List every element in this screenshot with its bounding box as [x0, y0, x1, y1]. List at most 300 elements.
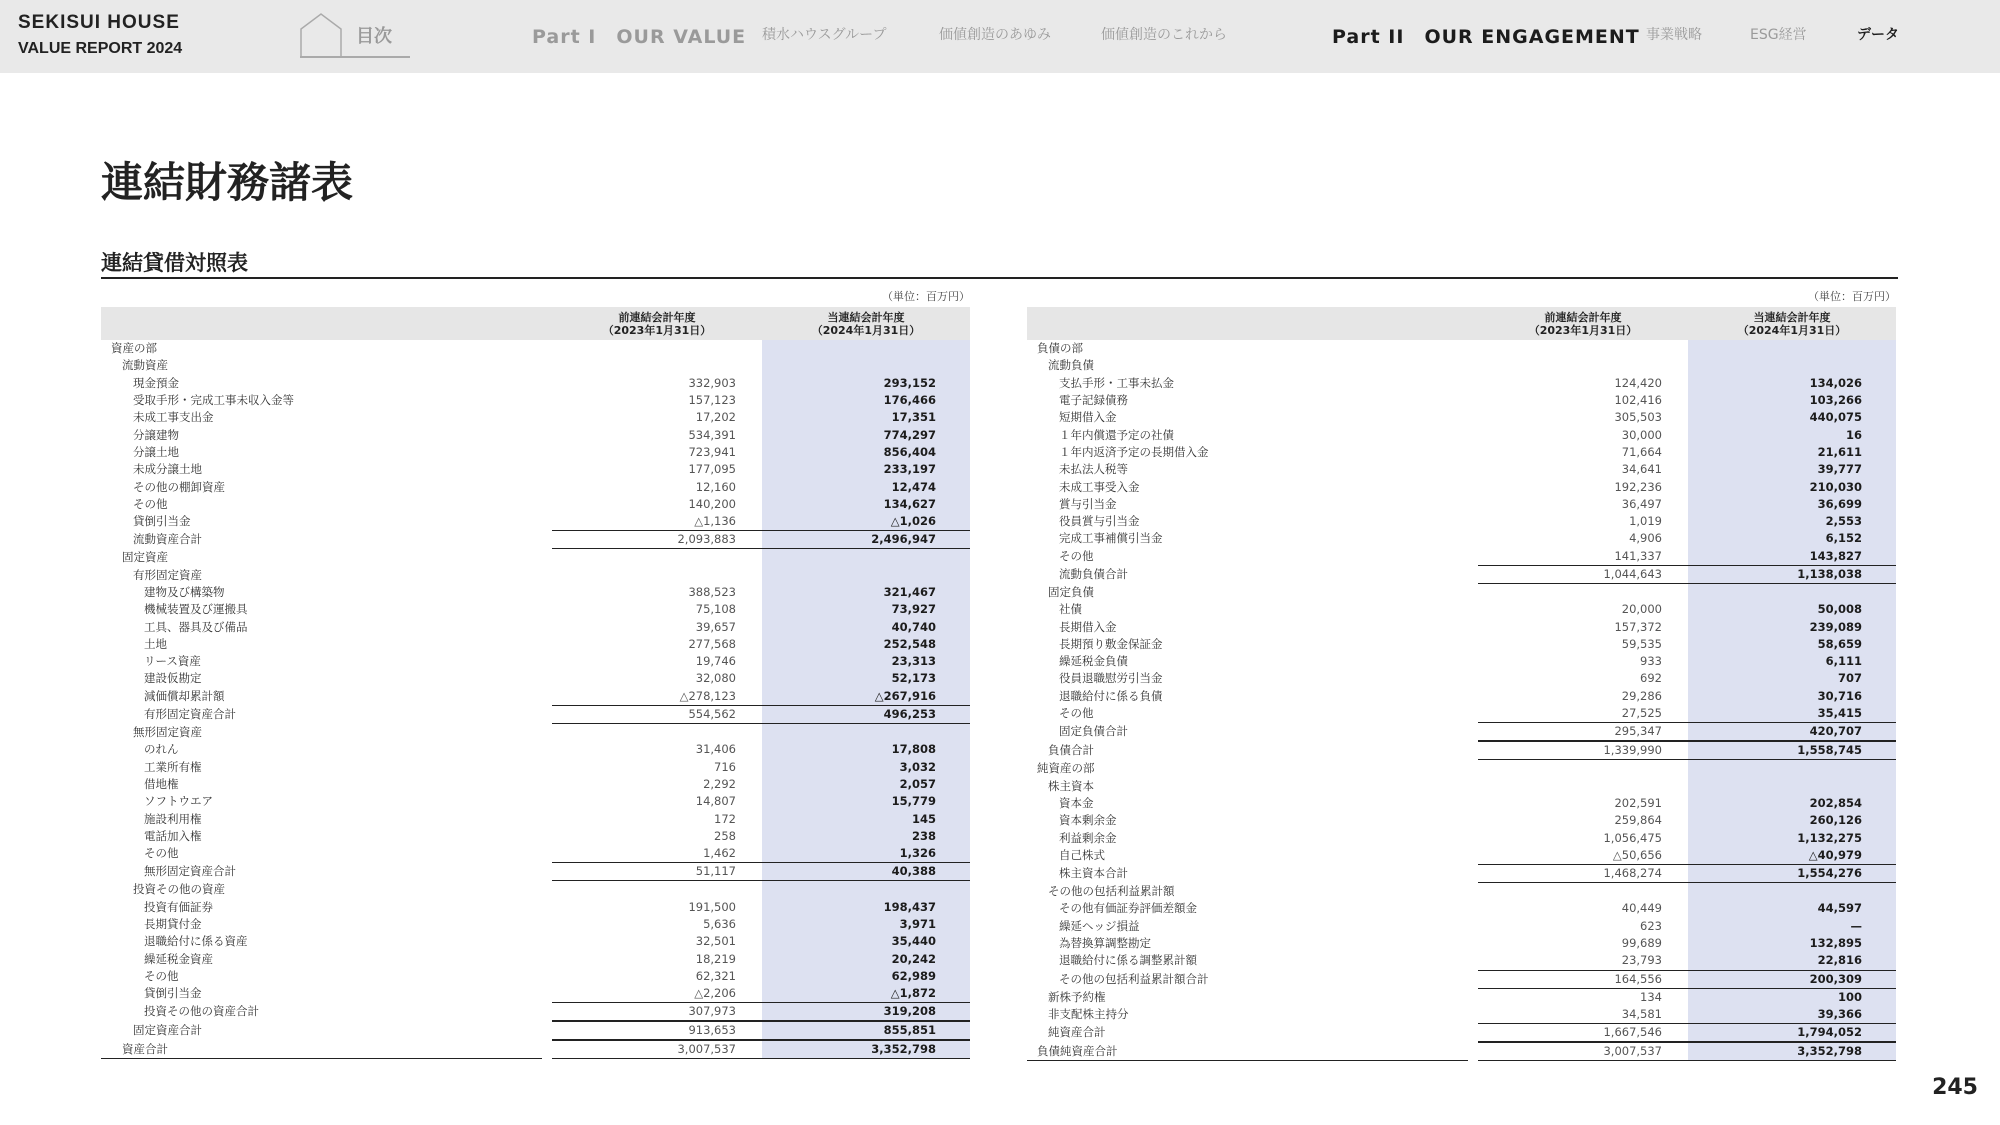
- liabilities-table: [1027, 307, 1896, 1061]
- table-row: [1027, 812, 1896, 829]
- column-gap: [1468, 392, 1478, 409]
- table-row: [1027, 444, 1896, 461]
- report-name: VALUE REPORT 2024: [18, 40, 183, 57]
- prev-year-header: [1478, 307, 1688, 340]
- row-label: 支払手形・工事未払金: [1059, 375, 1174, 390]
- prev-year-value: 177,095: [688, 462, 736, 477]
- table-row: [1027, 530, 1896, 547]
- current-year-value: [762, 567, 970, 584]
- row-label: 未成工事支出金: [133, 410, 214, 425]
- current-year-value: 30,716: [1688, 688, 1896, 705]
- table-row: [1027, 829, 1896, 846]
- current-year-value: 707: [1688, 670, 1896, 687]
- table-row: [101, 881, 970, 898]
- table-of-contents-link[interactable]: [300, 14, 410, 58]
- table-row: [1027, 340, 1896, 357]
- prev-year-value: 75,108: [695, 602, 736, 617]
- prev-year-value: 17,202: [695, 410, 736, 425]
- row-label: 未払法人税等: [1059, 462, 1128, 477]
- table-row: [101, 444, 970, 461]
- row-label: 退職給付に係る調整累計額: [1059, 953, 1197, 968]
- column-gap: [1468, 461, 1478, 478]
- column-gap: [1468, 601, 1478, 618]
- column-gap: [1468, 340, 1478, 357]
- prev-year-value: 1,044,643: [1478, 565, 1688, 584]
- column-gap: [1468, 900, 1478, 917]
- prev-year-value: △278,123: [679, 688, 736, 703]
- total-row: [101, 530, 970, 549]
- prev-year-value: 305,503: [1614, 410, 1662, 425]
- current-year-title: 当連結会計年度: [827, 310, 905, 324]
- nav-data[interactable]: データ: [1857, 27, 1899, 43]
- current-year-value: 176,466: [762, 392, 970, 409]
- current-year-value: 293,152: [762, 375, 970, 392]
- prev-year-value: 3,007,537: [552, 1040, 762, 1059]
- current-year-value: 100: [1688, 989, 1896, 1006]
- column-gap: [542, 916, 552, 933]
- current-year-value: 103,266: [1688, 392, 1896, 409]
- row-label: 電話加入権: [144, 828, 202, 843]
- liabilities-rows: [1027, 340, 1896, 1061]
- prev-year-value: 20,000: [1621, 602, 1662, 617]
- row-label: 繰延ヘッジ損益: [1059, 918, 1140, 933]
- table-row: [101, 426, 970, 443]
- table-row: [1027, 426, 1896, 443]
- row-label: 株主資本: [1048, 778, 1094, 793]
- table-row: [1027, 548, 1896, 565]
- prev-year-value: [1478, 883, 1688, 900]
- prev-year-value: 4,906: [1629, 531, 1662, 546]
- column-gap: [1468, 760, 1478, 777]
- prev-year-value: 716: [714, 759, 736, 774]
- prev-year-value: 18,219: [695, 951, 736, 966]
- table-row: [1027, 918, 1896, 935]
- column-gap: [542, 584, 552, 601]
- page-title: 連結財務諸表: [101, 158, 354, 207]
- table-row: [101, 916, 970, 933]
- column-gap: [1468, 722, 1478, 741]
- prev-year-title: 前連結会計年度: [1544, 310, 1622, 324]
- column-gap: [542, 688, 552, 705]
- column-gap: [542, 1040, 552, 1059]
- row-label: その他: [1059, 548, 1094, 563]
- column-gap: [542, 862, 552, 881]
- prev-year-value: 1,056,475: [1603, 830, 1662, 845]
- row-label: 電子記録債務: [1059, 393, 1128, 408]
- prev-year-value: [552, 549, 762, 566]
- column-gap: [542, 618, 552, 635]
- row-label: 資産合計: [101, 1040, 542, 1059]
- row-label: １年内返済予定の長期借入金: [1059, 444, 1209, 459]
- table-row: [101, 618, 970, 635]
- column-gap: [542, 549, 552, 566]
- prev-year-value: 29,286: [1621, 688, 1662, 703]
- table-row: [1027, 513, 1896, 530]
- current-year-value: 35,415: [1688, 705, 1896, 722]
- row-label: その他: [144, 846, 179, 861]
- current-year-value: 50,008: [1688, 601, 1896, 618]
- row-label: 無形固定資産合計: [144, 864, 236, 879]
- current-year-value: 198,437: [762, 899, 970, 916]
- table-row: [101, 392, 970, 409]
- prev-year-date: （2023年1月31日）: [602, 323, 712, 337]
- row-label: 自己株式: [1059, 847, 1105, 862]
- prev-year-value: 295,347: [1478, 722, 1688, 741]
- row-label: その他: [1059, 706, 1094, 721]
- total-row: [101, 1021, 970, 1040]
- column-gap: [542, 636, 552, 653]
- row-label: 流動負債合計: [1059, 566, 1128, 581]
- prev-year-value: [552, 357, 762, 374]
- current-year-value: [1688, 357, 1896, 374]
- row-label: 新株予約権: [1048, 989, 1106, 1004]
- current-year-header: [1688, 307, 1896, 340]
- table-row: [1027, 496, 1896, 513]
- column-gap: [1468, 864, 1478, 883]
- prev-year-value: 933: [1640, 654, 1662, 669]
- current-year-value: 440,075: [1688, 409, 1896, 426]
- prev-year-value: 102,416: [1614, 393, 1662, 408]
- nav-sekisui-group[interactable]: 積水ハウスグループ: [762, 27, 887, 43]
- table-row: [1027, 653, 1896, 670]
- page-number: 245: [1932, 1075, 1978, 1100]
- row-label: 工具、器具及び備品: [144, 619, 248, 634]
- total-row: [1027, 970, 1896, 989]
- current-year-value: [762, 724, 970, 741]
- prev-year-value: 723,941: [688, 444, 736, 459]
- column-gap: [542, 793, 552, 810]
- prev-year-value: 258: [714, 828, 736, 843]
- current-year-value: △267,916: [762, 688, 970, 705]
- column-gap: [542, 985, 552, 1002]
- current-year-value: 3,352,798: [762, 1040, 970, 1059]
- nav-part2[interactable]: Part II OUR ENGAGEMENT: [1332, 26, 1640, 48]
- row-label: 賞与引当金: [1059, 496, 1117, 511]
- column-gap: [1468, 1006, 1478, 1023]
- prev-year-value: △50,656: [1612, 847, 1662, 862]
- prev-year-value: 913,653: [552, 1021, 762, 1040]
- total-row: [1027, 864, 1896, 883]
- prev-year-value: 164,556: [1478, 970, 1688, 989]
- row-label: 非支配株主持分: [1048, 1006, 1129, 1021]
- current-year-value: 20,242: [762, 951, 970, 968]
- current-year-value: 21,611: [1688, 444, 1896, 461]
- current-year-value: 496,253: [762, 705, 970, 724]
- current-year-value: 3,971: [762, 916, 970, 933]
- column-gap: [1468, 829, 1478, 846]
- column-gap: [1468, 478, 1478, 495]
- row-label: 役員賞与引当金: [1059, 514, 1140, 529]
- column-gap: [1468, 778, 1478, 795]
- prev-year-value: 71,664: [1621, 444, 1662, 459]
- prev-year-value: 32,501: [695, 934, 736, 949]
- prev-year-value: 32,080: [695, 671, 736, 686]
- current-year-value: 44,597: [1688, 900, 1896, 917]
- prev-year-value: 623: [1640, 918, 1662, 933]
- column-gap: [542, 496, 552, 513]
- current-year-value: 58,659: [1688, 636, 1896, 653]
- current-year-value: 12,474: [762, 478, 970, 495]
- prev-year-value: [552, 881, 762, 898]
- current-year-value: 260,126: [1688, 812, 1896, 829]
- prev-year-value: 12,160: [695, 479, 736, 494]
- column-gap: [1468, 618, 1478, 635]
- current-year-value: 321,467: [762, 584, 970, 601]
- column-gap: [1468, 918, 1478, 935]
- table-row: [101, 724, 970, 741]
- current-year-value: [1688, 584, 1896, 601]
- row-label: 分譲土地: [133, 444, 179, 459]
- row-label: 工業所有権: [144, 759, 202, 774]
- current-year-value: 143,827: [1688, 548, 1896, 565]
- table-row: [1027, 883, 1896, 900]
- table-row: [1027, 1006, 1896, 1023]
- column-gap: [542, 881, 552, 898]
- row-label: のれん: [144, 742, 179, 757]
- column-gap: [1468, 670, 1478, 687]
- prev-year-value: 140,200: [688, 496, 736, 511]
- label-header: [1027, 307, 1468, 340]
- column-gap: [1468, 444, 1478, 461]
- table-row: [1027, 478, 1896, 495]
- table-row: [1027, 618, 1896, 635]
- current-year-value: 62,989: [762, 968, 970, 985]
- row-label: その他の包括利益累計額: [1048, 884, 1175, 899]
- row-label: 未成分譲土地: [133, 462, 202, 477]
- current-year-value: 73,927: [762, 601, 970, 618]
- table-row: [101, 549, 970, 566]
- current-year-value: △40,979: [1688, 847, 1896, 864]
- column-gap: [1468, 496, 1478, 513]
- table-row: [101, 461, 970, 478]
- label-header: [101, 307, 542, 340]
- prev-year-value: [552, 567, 762, 584]
- prev-year-value: 172: [714, 811, 736, 826]
- prev-year-value: [1478, 357, 1688, 374]
- nav-value-future[interactable]: 価値創造のこれから: [1101, 27, 1227, 43]
- row-label: 建設仮勘定: [144, 671, 202, 686]
- column-gap: [542, 828, 552, 845]
- row-label: 純資産の部: [1037, 761, 1095, 776]
- prev-year-value: 388,523: [688, 585, 736, 599]
- prev-year-value: 202,591: [1614, 795, 1662, 810]
- prev-year-value: △2,206: [694, 986, 736, 1001]
- column-gap: [1468, 375, 1478, 392]
- column-gap: [1468, 1023, 1478, 1042]
- row-label: 土地: [144, 636, 167, 651]
- row-label: 未成工事受入金: [1059, 479, 1140, 494]
- row-label: 株主資本合計: [1059, 866, 1128, 881]
- current-year-value: 40,388: [762, 862, 970, 881]
- row-label: 繰延税金資産: [144, 951, 213, 966]
- brand-logo[interactable]: [18, 12, 182, 58]
- header-gap: [542, 307, 552, 340]
- row-label: 資本剰余金: [1059, 813, 1117, 828]
- column-gap: [542, 1002, 552, 1021]
- nav-part1[interactable]: Part I OUR VALUE: [532, 26, 747, 48]
- column-gap: [542, 810, 552, 827]
- row-label: 借地権: [144, 776, 179, 791]
- prev-year-value: 1,667,546: [1478, 1023, 1688, 1042]
- current-year-value: 2,057: [762, 776, 970, 793]
- column-gap: [1468, 653, 1478, 670]
- prev-year-date: （2023年1月31日）: [1528, 323, 1638, 337]
- table-row: [101, 828, 970, 845]
- column-gap: [1468, 883, 1478, 900]
- current-year-value: 3,032: [762, 759, 970, 776]
- brand-name: SEKISUI HOUSE: [18, 12, 180, 33]
- column-gap: [1468, 565, 1478, 584]
- prev-year-value: 192,236: [1614, 479, 1662, 494]
- prev-year-value: 2,292: [703, 776, 736, 791]
- current-year-value: 39,366: [1688, 1006, 1896, 1023]
- row-label: 機械装置及び運搬具: [144, 602, 248, 617]
- nav-value-history[interactable]: 価値創造のあゆみ: [939, 27, 1051, 43]
- column-gap: [542, 444, 552, 461]
- table-row: [1027, 601, 1896, 618]
- row-label: その他: [133, 496, 168, 511]
- current-year-value: 1,558,745: [1688, 741, 1896, 760]
- row-label: 為替換算調整勘定: [1059, 936, 1151, 951]
- row-label: 負債純資産合計: [1027, 1042, 1468, 1061]
- table-row: [1027, 760, 1896, 777]
- prev-year-value: 1,019: [1629, 514, 1662, 529]
- table-row: [1027, 935, 1896, 952]
- current-year-value: 210,030: [1688, 478, 1896, 495]
- assets-rows: [101, 340, 970, 1059]
- prev-year-value: 34,641: [1621, 462, 1662, 477]
- row-label: 建物及び構築物: [144, 585, 225, 599]
- current-year-value: 6,152: [1688, 530, 1896, 547]
- current-year-value: —: [1688, 918, 1896, 935]
- row-label: 退職給付に係る資産: [144, 934, 248, 949]
- toc-label: 目次: [356, 26, 392, 47]
- column-gap: [542, 478, 552, 495]
- table-row: [101, 357, 970, 374]
- column-gap: [1468, 847, 1478, 864]
- current-year-value: 23,313: [762, 653, 970, 670]
- row-label: リース資産: [144, 654, 201, 669]
- column-gap: [542, 461, 552, 478]
- current-year-value: [1688, 760, 1896, 777]
- current-year-value: 17,808: [762, 741, 970, 758]
- row-label: 無形固定資産: [133, 725, 202, 740]
- column-gap: [1468, 426, 1478, 443]
- prev-year-value: 3,007,537: [1478, 1042, 1688, 1061]
- current-year-value: [1688, 778, 1896, 795]
- prev-year-value: 51,117: [552, 862, 762, 881]
- current-year-value: 40,740: [762, 618, 970, 635]
- prev-year-value: 39,657: [695, 619, 736, 634]
- row-label: 貸倒引当金: [133, 514, 191, 529]
- row-label: その他有価証券評価差額金: [1059, 901, 1197, 916]
- prev-year-value: 534,391: [688, 427, 736, 442]
- current-year-value: 233,197: [762, 461, 970, 478]
- current-year-value: 420,707: [1688, 722, 1896, 741]
- nav-esg[interactable]: ESG経営: [1750, 27, 1807, 43]
- column-gap: [1468, 741, 1478, 760]
- current-year-date: （2024年1月31日）: [811, 323, 921, 337]
- row-label: 短期借入金: [1059, 410, 1117, 425]
- prev-year-value: [552, 340, 762, 357]
- row-label: 役員退職慰労引当金: [1059, 671, 1163, 686]
- row-label: 負債の部: [1037, 341, 1083, 356]
- column-gap: [542, 426, 552, 443]
- column-gap: [1468, 513, 1478, 530]
- row-label: １年内償還予定の社債: [1059, 427, 1174, 442]
- table-row: [1027, 705, 1896, 722]
- total-row: [1027, 1023, 1896, 1042]
- current-year-value: 134,627: [762, 496, 970, 513]
- table-row: [101, 810, 970, 827]
- row-label: 資産の部: [111, 341, 157, 356]
- total-row: [101, 1040, 970, 1059]
- row-label: 流動資産合計: [133, 532, 202, 547]
- row-label: 有形固定資産合計: [144, 706, 236, 721]
- table-row: [1027, 392, 1896, 409]
- assets-table-wrapper: [101, 287, 970, 1059]
- table-row: [101, 845, 970, 862]
- table-row: [1027, 989, 1896, 1006]
- table-row: [1027, 688, 1896, 705]
- row-label: その他: [144, 968, 179, 983]
- total-row: [1027, 722, 1896, 741]
- current-year-value: 17,351: [762, 409, 970, 426]
- column-gap: [1468, 584, 1478, 601]
- current-year-value: △1,026: [762, 513, 970, 530]
- table-row: [101, 688, 970, 705]
- prev-year-value: 5,636: [703, 917, 736, 932]
- current-year-value: 856,404: [762, 444, 970, 461]
- prev-year-title: 前連結会計年度: [618, 310, 696, 324]
- column-gap: [1468, 970, 1478, 989]
- current-year-value: 200,309: [1688, 970, 1896, 989]
- prev-year-value: 99,689: [1621, 936, 1662, 951]
- current-year-value: 239,089: [1688, 618, 1896, 635]
- column-gap: [542, 513, 552, 530]
- prev-year-value: 157,123: [688, 393, 736, 408]
- table-row: [1027, 357, 1896, 374]
- prev-year-value: 134: [1640, 989, 1662, 1004]
- nav-business-strategy[interactable]: 事業戦略: [1646, 27, 1702, 43]
- total-row: [101, 705, 970, 724]
- table-row: [101, 409, 970, 426]
- table-row: [1027, 409, 1896, 426]
- current-year-value: 774,297: [762, 426, 970, 443]
- row-label: 資本金: [1059, 795, 1094, 810]
- unit-label: （単位：百万円）: [1808, 290, 1896, 303]
- current-year-date: （2024年1月31日）: [1737, 323, 1847, 337]
- prev-year-value: 34,581: [1621, 1006, 1662, 1021]
- top-navigation-bar: [0, 0, 2000, 73]
- table-row: [101, 478, 970, 495]
- current-year-value: 35,440: [762, 933, 970, 950]
- table-row: [1027, 584, 1896, 601]
- prev-year-value: 2,093,883: [552, 530, 762, 549]
- prev-year-value: 191,500: [688, 899, 736, 914]
- table-row: [1027, 847, 1896, 864]
- table-row: [101, 741, 970, 758]
- table-row: [1027, 900, 1896, 917]
- current-year-value: 15,779: [762, 793, 970, 810]
- table-row: [101, 670, 970, 687]
- column-gap: [1468, 795, 1478, 812]
- row-label: 固定資産: [122, 550, 168, 565]
- column-gap: [542, 776, 552, 793]
- prev-year-value: 307,973: [552, 1002, 762, 1021]
- column-gap: [542, 724, 552, 741]
- column-gap: [1468, 935, 1478, 952]
